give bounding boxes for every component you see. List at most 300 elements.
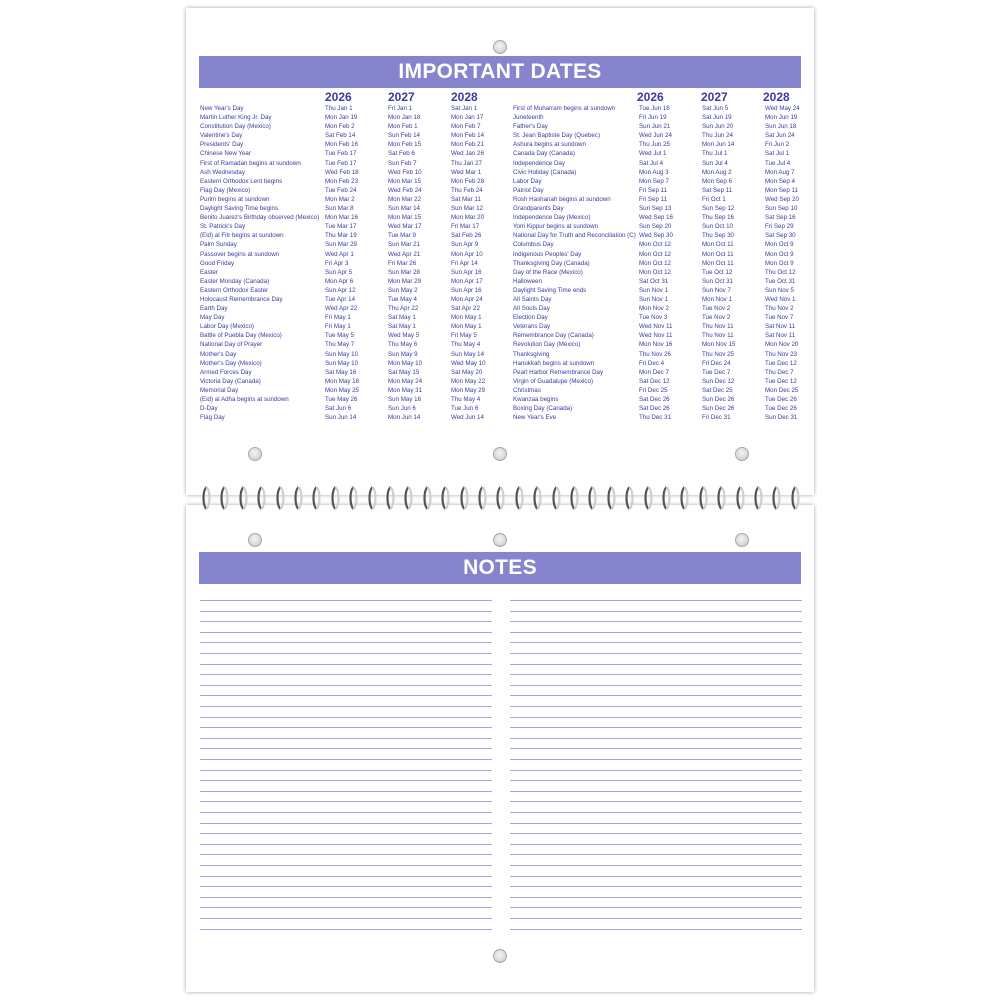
spiral-loop: [386, 485, 395, 511]
holiday-name: Independence Day: [513, 159, 565, 167]
note-line: [200, 812, 492, 813]
holiday-date: Sun Jun 21: [639, 123, 671, 131]
spiral-loop: [570, 485, 579, 511]
holiday-date: Mon May 18: [325, 377, 360, 385]
important-dates-title: IMPORTANT DATES: [199, 56, 801, 88]
holiday-date: Thu Dec 31: [639, 414, 671, 422]
holiday-name: Thanksgiving: [513, 350, 550, 358]
holiday-date: Wed Sep 20: [765, 195, 799, 203]
holiday-date: Mon Nov 2: [639, 305, 669, 313]
holiday-date: Tue Feb 17: [325, 150, 357, 158]
holiday-date: Mon Oct 9: [765, 250, 794, 258]
holiday-date: Mon Oct 11: [702, 259, 734, 267]
note-line: [510, 664, 802, 665]
note-line: [200, 918, 492, 919]
left-dates-2027: [388, 104, 448, 422]
note-line: [510, 632, 802, 633]
holiday-name: Patriot Day: [513, 186, 544, 194]
holiday-date: Mon Oct 12: [639, 259, 671, 267]
holiday-name: St. Patrick's Day: [200, 223, 246, 231]
holiday-name: Halloween: [513, 277, 542, 285]
note-line: [200, 642, 492, 643]
note-line: [200, 706, 492, 707]
holiday-date: Mon Feb 2: [325, 123, 355, 131]
holiday-date: Sat Feb 26: [451, 232, 482, 240]
holiday-date: Tue Jul 4: [765, 159, 791, 167]
punch-hole: [493, 533, 507, 547]
holiday-date: Tue Oct 31: [765, 277, 796, 285]
note-line: [200, 621, 492, 622]
spiral-loop: [220, 485, 229, 511]
holiday-date: Sun May 10: [325, 350, 359, 358]
holiday-date: Sat May 15: [388, 368, 420, 376]
note-line: [200, 865, 492, 866]
holiday-date: Sun Jun 14: [325, 414, 357, 422]
holiday-date: Sat May 1: [388, 323, 416, 331]
spiral-loop: [607, 485, 616, 511]
spiral-loop: [662, 485, 671, 511]
holiday-name: Canada Day (Canada): [513, 150, 575, 158]
holiday-name: May Day: [200, 314, 225, 322]
spiral-loop: [257, 485, 266, 511]
holiday-date: Tue Mar 9: [388, 232, 416, 240]
holiday-date: Mon Nov 20: [765, 341, 799, 349]
note-line: [200, 738, 492, 739]
holiday-date: Sun Dec 26: [702, 405, 735, 413]
holiday-date: Mon Feb 23: [325, 177, 359, 185]
holiday-date: Sat Sep 16: [765, 214, 796, 222]
holiday-name: All Saints Day: [513, 295, 552, 303]
holiday-name: Flag Day (Mexico): [200, 186, 251, 194]
holiday-name: Memorial Day: [200, 386, 239, 394]
right-dates-2027: [702, 104, 762, 422]
holiday-date: Sat Jun 6: [325, 405, 352, 413]
holiday-date: Thu Nov 26: [639, 350, 671, 358]
holiday-date: Mon Mar 16: [325, 214, 359, 222]
holiday-date: Sun Nov 1: [639, 286, 668, 294]
holiday-name: Pearl Harbor Remembrance Day: [513, 368, 604, 376]
holiday-date: Sun Oct 31: [702, 277, 733, 285]
note-line: [510, 642, 802, 643]
holiday-date: Fri Sep 11: [639, 186, 668, 194]
holiday-date: Tue Feb 24: [325, 186, 357, 194]
holiday-date: Sun Mar 28: [388, 268, 420, 276]
holiday-date: Thu Mar 19: [325, 232, 357, 240]
holiday-date: Mon Feb 7: [451, 123, 481, 131]
holiday-date: Sun May 2: [388, 286, 418, 294]
holiday-date: Sat Jul 1: [765, 150, 790, 158]
holiday-name: Labor Day: [513, 177, 542, 185]
holiday-date: Fri Jun 2: [765, 141, 790, 149]
holiday-date: Sat Dec 26: [639, 396, 670, 403]
holiday-name: Holocaust Remembrance Day: [200, 295, 283, 303]
note-line: [200, 727, 492, 728]
holiday-name: Grandparents Day: [513, 205, 564, 213]
holiday-date: Tue Jun 16: [639, 105, 670, 112]
holiday-date: Mon Aug 2: [702, 168, 732, 176]
holiday-name: National Day of Prayer: [200, 341, 263, 349]
note-line: [200, 695, 492, 696]
left-holiday-names: [200, 104, 324, 422]
notes-title: NOTES: [199, 552, 801, 584]
holiday-name: Eastern Orthodox Lent begins: [200, 177, 283, 185]
holiday-date: Sun Jul 4: [702, 159, 728, 167]
holiday-date: Mon Mar 15: [388, 214, 422, 222]
note-line: [200, 770, 492, 771]
note-line: [200, 685, 492, 686]
holiday-name: Virgin of Guadalupe (Mexico): [513, 377, 594, 385]
holiday-date: Mon May 1: [451, 314, 482, 322]
holiday-date: Thu Jan 1: [325, 105, 353, 112]
holiday-date: Thu Jun 24: [702, 132, 733, 140]
holiday-name: Martin Luther King Jr. Day: [200, 114, 272, 122]
holiday-date: Thu Feb 24: [451, 186, 483, 194]
holiday-date: Sun May 10: [325, 359, 359, 367]
spiral-loop: [680, 485, 689, 511]
holiday-date: Mon Apr 6: [325, 277, 354, 285]
holiday-date: Thu Jan 27: [451, 159, 482, 167]
holiday-date: Thu May 7: [325, 341, 355, 349]
holiday-date: Sun Dec 26: [702, 396, 735, 403]
holiday-name: Father's Day: [513, 123, 548, 131]
holiday-date: Tue Dec 7: [702, 368, 731, 376]
right-dates-2026: [639, 104, 699, 422]
note-line: [510, 876, 802, 877]
holiday-name: Purim begins at sundown: [200, 195, 270, 203]
note-line: [510, 674, 802, 675]
holiday-date: Mon May 31: [388, 386, 423, 394]
note-line: [200, 929, 492, 930]
spiral-loop: [699, 485, 708, 511]
spiral-loop: [294, 485, 303, 511]
holiday-date: Sat Dec 26: [639, 405, 670, 413]
holiday-date: Sat Apr 22: [451, 305, 480, 313]
holiday-date: Sun Sep 12: [702, 205, 735, 213]
note-line: [200, 748, 492, 749]
holiday-name: Thanksgiving Day (Canada): [513, 259, 590, 267]
holiday-name: Veterans Day: [513, 323, 551, 331]
holiday-date: Sat Dec 25: [702, 386, 733, 394]
holiday-date: Sun Sep 10: [765, 205, 798, 213]
note-line: [510, 907, 802, 908]
note-line: [510, 791, 802, 792]
holiday-name: (Eid) al Adha begins at sundown: [200, 396, 289, 403]
holiday-date: Mon May 24: [388, 377, 423, 385]
note-line: [200, 823, 492, 824]
holiday-date: Thu Nov 23: [765, 350, 797, 358]
holiday-date: Sun Nov 7: [702, 286, 731, 294]
note-line: [200, 600, 492, 601]
holiday-date: Sat Jan 1: [451, 105, 478, 112]
holiday-date: Wed Jun 14: [451, 414, 484, 422]
holiday-date: Wed Apr 1: [325, 250, 354, 258]
holiday-date: Sat Feb 6: [388, 150, 415, 158]
holiday-date: Wed Nov 1: [765, 295, 796, 303]
holiday-date: Thu Nov 25: [702, 350, 734, 358]
holiday-date: Sun Jun 18: [765, 123, 797, 131]
holiday-date: Fri Oct 1: [702, 195, 726, 203]
holiday-date: Sun Apr 5: [325, 268, 353, 276]
note-line: [510, 918, 802, 919]
holiday-date: Mon Mar 2: [325, 195, 355, 203]
holiday-date: Sun Jun 20: [702, 123, 734, 131]
holiday-name: Good Friday: [200, 259, 235, 267]
holiday-name: Mother's Day: [200, 350, 237, 358]
holiday-date: Tue May 5: [325, 332, 355, 340]
holiday-name: Battle of Puebla Day (Mexico): [200, 332, 282, 340]
holiday-date: Thu Apr 22: [388, 305, 419, 313]
holiday-date: Mon Mar 20: [451, 214, 485, 222]
holiday-date: Wed Apr 21: [388, 250, 421, 258]
holiday-date: Mon May 1: [451, 323, 482, 331]
holiday-date: Mon Mar 22: [388, 195, 422, 203]
holiday-date: Wed May 10: [451, 359, 486, 367]
holiday-date: Mon Feb 16: [325, 141, 359, 149]
holiday-date: Mon Jun 14: [702, 141, 735, 149]
note-line: [200, 844, 492, 845]
holiday-date: Wed Feb 10: [388, 168, 422, 176]
holiday-name: Columbus Day: [513, 241, 554, 249]
holiday-date: Thu Oct 12: [765, 268, 796, 276]
spiral-loop: [533, 485, 542, 511]
holiday-name: Daylight Saving Time ends: [513, 286, 587, 294]
holiday-date: Sun Nov 1: [639, 295, 668, 303]
note-line: [510, 929, 802, 930]
holiday-date: Wed Mar 17: [388, 223, 422, 231]
spiral-loop: [202, 485, 211, 511]
holiday-date: Fri Dec 24: [702, 359, 731, 367]
holiday-name: Hanukkah begins at sundown: [513, 359, 595, 367]
note-line: [200, 907, 492, 908]
holiday-date: Mon Apr 17: [451, 277, 483, 285]
holiday-date: Fri Dec 31: [702, 414, 731, 422]
left-dates-2028: [451, 104, 511, 422]
holiday-name: Benito Juarez's Birthday observed (Mexico): [200, 214, 320, 222]
holiday-date: Wed Jan 26: [451, 150, 484, 158]
holiday-name: New Year's Day: [200, 105, 244, 112]
holiday-name: Palm Sunday: [200, 241, 237, 249]
holiday-date: Sun Dec 12: [702, 377, 735, 385]
note-line: [200, 876, 492, 877]
note-line: [510, 738, 802, 739]
holiday-date: Mon Nov 15: [702, 341, 736, 349]
holiday-name: Kwanzaa begins: [513, 396, 559, 403]
holiday-date: Sun Feb 7: [388, 159, 417, 167]
note-line: [200, 674, 492, 675]
holiday-date: Wed Nov 11: [639, 332, 673, 340]
holiday-date: Sun Mar 12: [451, 205, 483, 213]
left-dates-2026: [325, 104, 385, 422]
holiday-date: Sun Mar 8: [325, 205, 354, 213]
holiday-name: Easter: [200, 268, 218, 276]
spiral-binding: [186, 485, 814, 515]
holiday-date: Thu Nov 11: [702, 323, 734, 331]
holiday-date: Mon May 22: [451, 377, 486, 385]
note-line: [510, 865, 802, 866]
spiral-loop: [791, 485, 800, 511]
right-holiday-names: [513, 104, 637, 422]
holiday-date: Tue Dec 26: [765, 396, 797, 403]
holiday-name: Rosh Hashanah begins at sundown: [513, 195, 611, 203]
holiday-date: Mon Oct 11: [702, 250, 734, 258]
punch-hole: [493, 40, 507, 54]
note-line: [510, 717, 802, 718]
holiday-date: Wed May 24: [765, 105, 800, 112]
note-line: [200, 653, 492, 654]
holiday-date: Sun Nov 5: [765, 286, 794, 294]
holiday-date: Sun Mar 29: [325, 241, 357, 249]
holiday-name: All Souls Day: [513, 305, 550, 313]
holiday-date: Tue Nov 7: [765, 314, 794, 322]
holiday-date: Sun Mar 21: [388, 241, 420, 249]
holiday-date: Thu Sep 16: [702, 214, 734, 222]
holiday-name: First of Muharram begins at sundown: [513, 105, 616, 112]
holiday-date: Sat Oct 31: [639, 277, 669, 285]
holiday-date: Tue Apr 14: [325, 295, 356, 303]
note-line: [510, 897, 802, 898]
punch-hole: [735, 533, 749, 547]
holiday-name: Labor Day (Mexico): [200, 323, 254, 331]
holiday-date: Mon May 10: [388, 359, 423, 367]
holiday-date: Mon Feb 1: [388, 123, 418, 131]
holiday-name: Daylight Saving Time begins: [200, 205, 279, 213]
holiday-date: Mon Apr 10: [451, 250, 483, 258]
holiday-date: Sun Apr 16: [451, 286, 482, 294]
holiday-date: Sat Feb 14: [325, 132, 356, 140]
holiday-date: Sun Apr 12: [325, 286, 356, 294]
holiday-date: Wed May 5: [388, 332, 420, 340]
note-line: [200, 897, 492, 898]
holiday-date: Mon Aug 7: [765, 168, 795, 176]
holiday-date: Sat Mar 11: [451, 195, 481, 203]
holiday-date: Sat Jun 19: [702, 114, 732, 122]
holiday-name: New Year's Eve: [513, 414, 557, 422]
holiday-date: Mon Oct 12: [639, 268, 671, 276]
holiday-date: Mon Nov 16: [639, 341, 673, 349]
holiday-date: Sat Nov 11: [765, 323, 796, 331]
spiral-loop: [625, 485, 634, 511]
note-line: [510, 759, 802, 760]
note-line: [510, 844, 802, 845]
note-line: [510, 823, 802, 824]
holiday-date: Thu Jun 25: [639, 141, 670, 149]
holiday-date: Sun Jun 6: [388, 405, 416, 413]
note-line: [200, 780, 492, 781]
holiday-date: Sat May 16: [325, 368, 357, 376]
holiday-name: Independence Day (Mexico): [513, 214, 591, 222]
holiday-date: Mon May 29: [451, 386, 486, 394]
note-line: [200, 611, 492, 612]
holiday-date: Fri Sep 11: [639, 195, 668, 203]
holiday-date: Fri May 1: [325, 323, 351, 331]
note-line: [200, 854, 492, 855]
holiday-date: Tue Oct 12: [702, 268, 733, 276]
holiday-date: Thu Nov 2: [765, 305, 794, 313]
holiday-date: Mon Oct 12: [639, 250, 671, 258]
holiday-date: Wed Jun 24: [639, 132, 672, 140]
spiral-loop: [515, 485, 524, 511]
spiral-loop: [478, 485, 487, 511]
holiday-date: Thu Sep 30: [702, 232, 734, 240]
holiday-date: Thu May 6: [388, 341, 418, 349]
spiral-loop: [717, 485, 726, 511]
holiday-date: Sun Mar 14: [388, 205, 420, 213]
holiday-date: Sun May 9: [388, 350, 418, 358]
note-line: [200, 717, 492, 718]
holiday-date: Mon Dec 7: [639, 368, 669, 376]
note-line: [510, 611, 802, 612]
holiday-date: Fri Apr 3: [325, 259, 349, 267]
holiday-date: Tue Dec 12: [765, 377, 797, 385]
holiday-date: Mon Jun 14: [388, 414, 421, 422]
holiday-date: Wed Sep 30: [639, 232, 673, 240]
notes-page: [186, 505, 814, 992]
note-line: [510, 801, 802, 802]
note-line: [510, 706, 802, 707]
holiday-date: Sun Apr 16: [451, 268, 482, 276]
spiral-loop: [644, 485, 653, 511]
holiday-name: (Eid) al Fitr begins at sundown: [200, 232, 284, 240]
punch-hole: [493, 949, 507, 963]
holiday-date: Wed Mar 1: [451, 168, 482, 176]
holiday-date: Wed Sep 16: [639, 214, 673, 222]
holiday-date: Mon Jun 19: [765, 114, 798, 122]
holiday-date: Tue Nov 3: [639, 314, 668, 322]
holiday-name: Passover begins at sundown: [200, 250, 280, 258]
spiral-loop: [239, 485, 248, 511]
year-header-2028-right: 2028: [763, 90, 790, 104]
spiral-loop: [441, 485, 450, 511]
holiday-date: Mon Jan 17: [451, 114, 484, 122]
year-header-2026-right: 2026: [637, 90, 664, 104]
holiday-date: Fri Dec 4: [639, 359, 665, 367]
holiday-date: Fri Dec 25: [639, 386, 668, 394]
holiday-name: Day of the Race (Mexico): [513, 268, 583, 276]
note-line: [510, 833, 802, 834]
note-line: [510, 886, 802, 887]
holiday-name: Flag Day: [200, 414, 225, 422]
holiday-date: Sat Sep 11: [702, 186, 733, 194]
holiday-date: Mon Nov 1: [702, 295, 732, 303]
holiday-date: Mon Oct 12: [639, 241, 671, 249]
spiral-loop: [404, 485, 413, 511]
spiral-loop: [368, 485, 377, 511]
holiday-name: National Day for Truth and Reconciliation (C): [513, 232, 636, 240]
note-line: [200, 759, 492, 760]
punch-hole: [493, 447, 507, 461]
holiday-date: Sun May 14: [451, 350, 485, 358]
year-header-2027-right: 2027: [701, 90, 728, 104]
holiday-date: Mon Jan 19: [325, 114, 358, 122]
holiday-date: Sat May 1: [388, 314, 416, 322]
holiday-name: Presidents' Day: [200, 141, 244, 149]
holiday-date: Sun May 16: [388, 396, 422, 403]
holiday-date: Fri Jan 1: [388, 105, 413, 112]
holiday-name: D-Day: [200, 405, 218, 413]
holiday-date: Sat Jul 4: [639, 159, 664, 167]
holiday-name: Civic Holiday (Canada): [513, 168, 577, 176]
holiday-date: Sat Jun 24: [765, 132, 795, 140]
holiday-name: Yom Kippur begins at sundown: [513, 223, 599, 231]
note-line: [200, 801, 492, 802]
holiday-date: Mon Sep 7: [639, 177, 669, 185]
holiday-name: Remembrance Day (Canada): [513, 332, 594, 340]
holiday-date: Mon Mar 29: [388, 277, 422, 285]
holiday-name: Armed Forces Day: [200, 368, 252, 376]
note-line: [200, 632, 492, 633]
holiday-name: Mother's Day (Mexico): [200, 359, 262, 367]
holiday-date: Mon Sep 11: [765, 186, 798, 194]
